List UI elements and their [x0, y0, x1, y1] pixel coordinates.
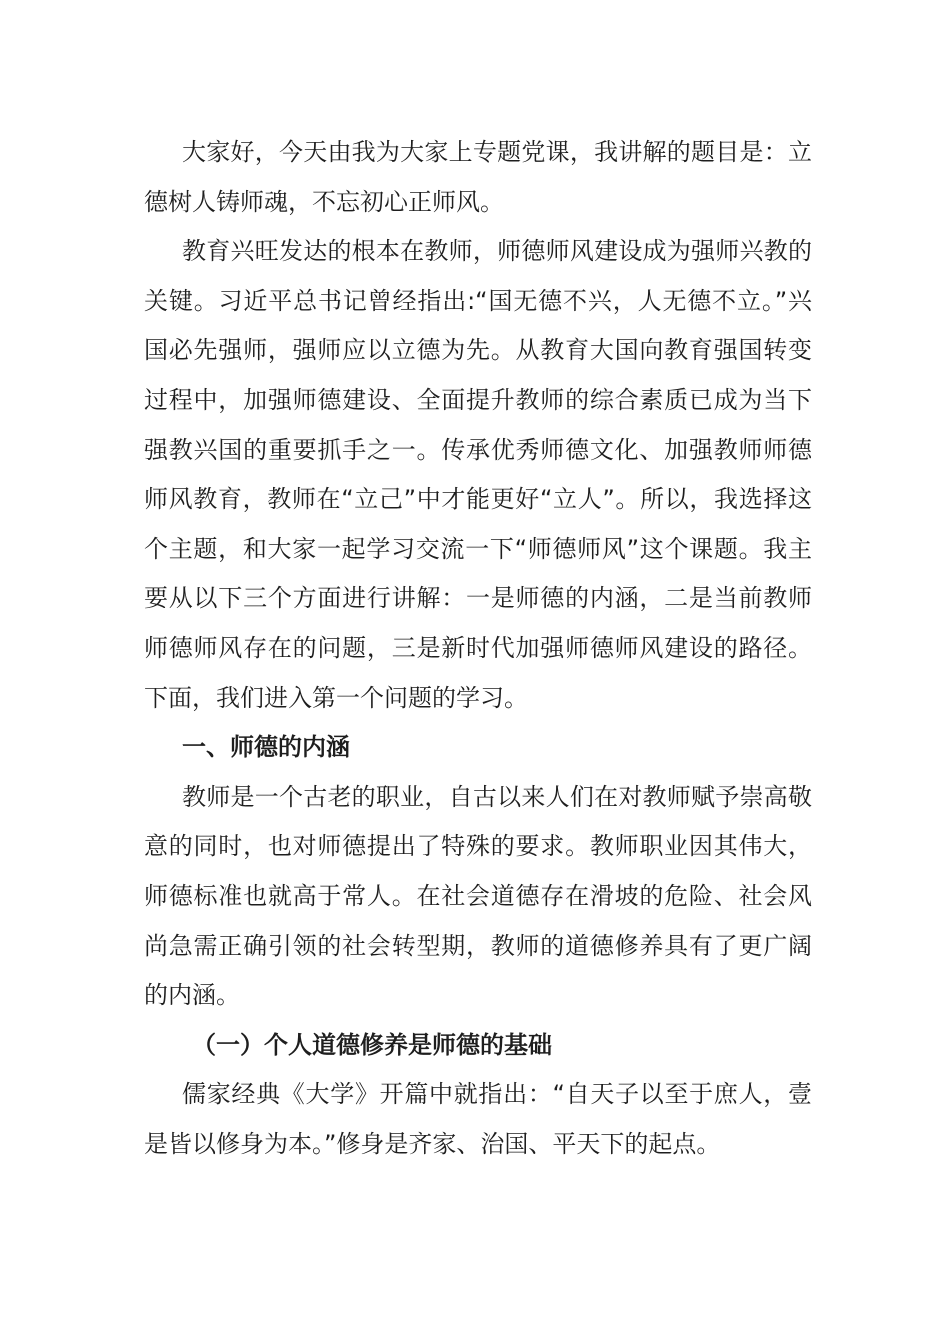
section-heading-1: 一、师德的内涵 [182, 733, 350, 762]
background-paragraph: 教育兴旺发达的根本在教师，师德师风建设成为强师兴教的关键。习近平总书记曾经指出:“国无德不兴，人无德不立。”兴国必先强师，强师应以立德为先。从教育大国向教育强国转变过程中，加强师德建设、全面提升教师的综合素质已成为当下强教兴国的重要抓手之一。传承优秀师德文化、加强教师师德师风教育，教师在“立己”中才能更好“立人”。所以，我选择这个主题，和大家一起学习交流一下“师德师风”这个课题。我主要从以下三个方面进行讲解：一是师德的内涵，二是当前教师师德师风存在的问题，三是新时代加强师德师风建设的路径。下面，我们进入第一个问题的学习。 [144, 237, 812, 712]
subsection-1-paragraph: 儒家经典《大学》开篇中就指出：“自天子以至于庶人，壹是皆以修身为本。”修身是齐家、治国、平天下的起点。 [144, 1080, 812, 1158]
subsection-heading-1: （一）个人道德修养是师德的基础 [192, 1030, 552, 1059]
intro-paragraph: 大家好，今天由我为大家上专题党课，我讲解的题目是：立德树人铸师魂，不忘初心正师风。 [144, 138, 812, 216]
section-1-paragraph: 教师是一个古老的职业，自古以来人们在对教师赋予崇高敬意的同时，也对师德提出了特殊的要求。教师职业因其伟大，师德标准也就高于常人。在社会道德存在滑坡的危险、社会风尚急需正确引领的社会转型期，教师的道德修养具有了更广阔的内涵。 [144, 782, 812, 1010]
document-body [144, 128, 812, 1169]
